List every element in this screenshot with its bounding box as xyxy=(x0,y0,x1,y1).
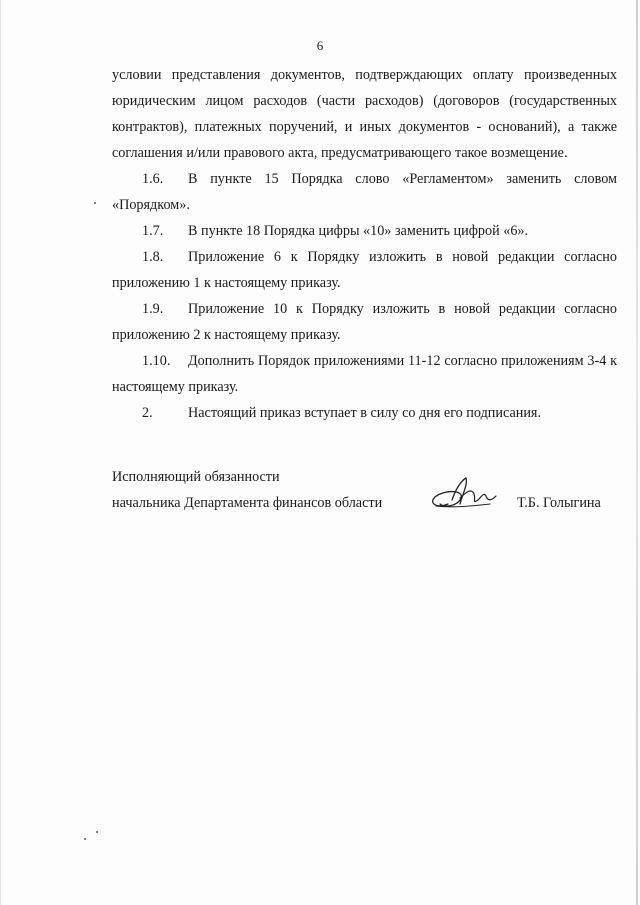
item-number: 1.7. xyxy=(142,223,164,239)
scan-speck xyxy=(84,838,86,840)
scan-speck xyxy=(94,202,96,204)
list-item-1-9 xyxy=(112,296,617,348)
list-item-1-6 xyxy=(112,166,617,218)
page-number: 6 xyxy=(316,38,324,53)
item-number: 1.9. xyxy=(142,301,164,317)
item-number: 1.6. xyxy=(142,171,164,187)
signatory-name: Т.Б. Голыгина xyxy=(517,495,601,511)
item-text: Приложение 6 к Порядку изложить в новой редакции согласно приложению 1 к настоящему приказу. xyxy=(112,249,617,291)
item-text: В пункте 18 Порядка цифры «10» заменить цифрой «6». xyxy=(188,223,529,239)
paragraph-line: условии представления документов, подтверждающих оплату произведенных xyxy=(112,67,617,83)
item-text: Приложение 10 к Порядку изложить в новой редакции согласно приложению 2 к настоящему приказу. xyxy=(112,301,617,343)
item-number: 2. xyxy=(142,405,153,421)
paragraph-line: соглашения и/или правового акта, предусматривающего такое возмещение. xyxy=(112,145,568,161)
handwritten-signature xyxy=(422,470,500,520)
list-item-1-8 xyxy=(112,244,617,296)
scan-right-edge xyxy=(636,0,638,905)
paragraph-line: контрактов), платежных поручений, и иных документов - оснований), а также xyxy=(112,119,617,135)
scan-left-edge xyxy=(0,0,1,905)
list-item-1-10 xyxy=(112,348,617,400)
scan-speck xyxy=(96,831,98,833)
item-text: В пункте 15 Порядка слово «Регламентом» заменить словом «Порядком». xyxy=(112,171,617,213)
continuation-paragraph xyxy=(112,62,617,166)
item-number: 1.8. xyxy=(142,249,164,265)
paragraph-line: юридическим лицом расходов (части расходов) (договоров (государственных xyxy=(112,93,617,109)
item-text: Дополнить Порядок приложениями 11-12 согласно приложениям 3-4 к настоящему приказу. xyxy=(112,353,617,395)
list-item-2 xyxy=(112,400,617,426)
signatory-role-line-1: Исполняющий обязанности xyxy=(112,469,280,485)
list-item-1-7 xyxy=(112,218,617,244)
signatory-role-line-2: начальника Департамента финансов области xyxy=(112,495,383,511)
item-text: Настоящий приказ вступает в силу со дня его подписания. xyxy=(188,405,542,421)
item-number: 1.10. xyxy=(142,353,171,369)
